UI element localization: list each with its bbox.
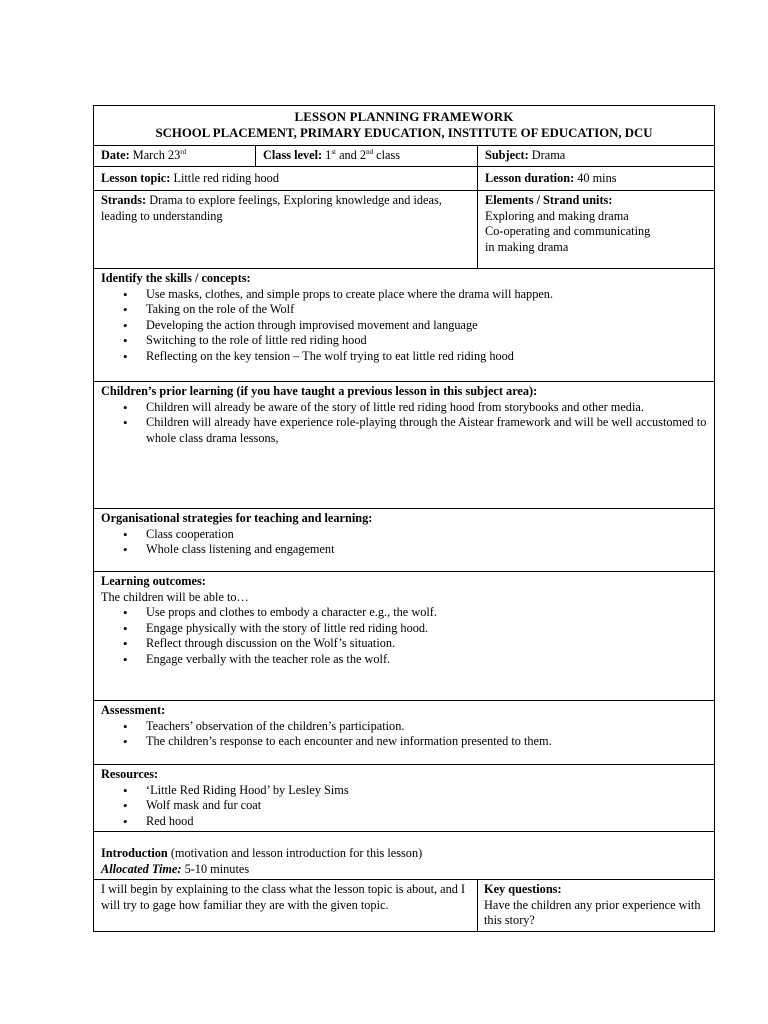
introduction-body: I will begin by explaining to the class what the lesson topic is about, and I will try to gage how familiar they are with the given topic. (101, 882, 466, 912)
strands-cell (94, 191, 478, 269)
resources-heading: Resources: (101, 767, 159, 781)
organisational-heading: Organisational strategies for teaching and learning: (101, 511, 373, 525)
elements-label: Elements / Strand units: (485, 193, 613, 207)
info-row (94, 146, 715, 167)
organisational-cell (94, 509, 715, 572)
key-questions-cell (478, 880, 715, 932)
key-questions-value: Have the children any prior experience with this story? (484, 897, 701, 927)
topic-cell (94, 166, 478, 191)
list-item: • Children will already have experience role-playing through the Aistear framework and will be well accustomed to whole class drama lessons, (146, 415, 707, 446)
list-item: • Red hood (146, 814, 707, 830)
subject-label: Subject: (485, 148, 529, 162)
prior-learning-list (101, 400, 707, 447)
list-item: • Children will already be aware of the story of little red riding hood from storybooks and other media. (146, 400, 707, 416)
outcomes-cell (94, 572, 715, 701)
date-value: March 23 (132, 148, 181, 162)
strands-label: Strands: (101, 193, 147, 207)
list-item: • Teachers’ observation of the children’s participation. (146, 719, 707, 735)
class-level-sup-1: st (331, 148, 336, 156)
list-item: • Wolf mask and fur coat (146, 798, 707, 814)
resources-cell (94, 765, 715, 832)
list-item: • Use masks, clothes, and simple props to create place where the drama will happen. (146, 287, 707, 303)
list-item: • Taking on the role of the Wolf (146, 302, 707, 318)
class-level-sup-2: nd (366, 148, 374, 156)
class-level-value-1: 1 (325, 148, 332, 162)
assessment-row (94, 701, 715, 765)
subject-cell (478, 146, 715, 167)
assessment-cell (94, 701, 715, 765)
topic-label: Lesson topic: (101, 170, 171, 185)
elements-line: in making drama (485, 239, 569, 254)
topic-row (94, 166, 715, 191)
lesson-plan-table (93, 105, 715, 932)
introduction-row (94, 832, 715, 880)
skills-heading: Identify the skills / concepts: (101, 271, 251, 285)
strands-value: Drama to explore feelings, Exploring knowledge and ideas, leading to understanding (101, 193, 442, 223)
list-item: • Whole class listening and engagement (146, 542, 707, 558)
list-item: • Reflecting on the key tension – The wolf trying to eat little red riding hood (146, 349, 707, 365)
prior-learning-row (94, 382, 715, 509)
outcomes-heading: Learning outcomes: (101, 574, 206, 588)
strands-row (94, 191, 715, 269)
skills-cell (94, 269, 715, 382)
outcomes-list (101, 605, 707, 667)
assessment-list (101, 719, 707, 750)
allocated-time-value: 5-10 minutes (184, 861, 250, 876)
title-row (94, 106, 715, 146)
date-label: Date: (101, 148, 130, 162)
duration-label: Lesson duration: (485, 170, 575, 185)
date-suffix: rd (180, 148, 187, 156)
document-subtitle: SCHOOL PLACEMENT, PRIMARY EDUCATION, INSTITUTE OF EDUCATION, DCU (155, 125, 653, 140)
list-item: • Reflect through discussion on the Wolf’s situation. (146, 636, 707, 652)
list-item: • Engage verbally with the teacher role as the wolf. (146, 652, 707, 668)
introduction-body-cell (94, 880, 478, 932)
assessment-heading: Assessment: (101, 703, 166, 717)
organisational-row (94, 509, 715, 572)
skills-row (94, 269, 715, 382)
subject-value: Drama (531, 148, 566, 162)
list-item: • Developing the action through improvised movement and language (146, 318, 707, 334)
date-cell (94, 146, 256, 167)
skills-list (101, 287, 707, 365)
introduction-heading: Introduction (101, 846, 168, 860)
prior-learning-heading: Children’s prior learning (if you have taught a previous lesson in this subject area): (101, 384, 538, 398)
duration-value: 40 mins (577, 170, 617, 185)
list-item: • Class cooperation (146, 527, 707, 543)
resources-row (94, 765, 715, 832)
list-item: • ‘Little Red Riding Hood’ by Lesley Sims (146, 783, 707, 799)
class-level-end: class (376, 148, 401, 162)
prior-learning-cell (94, 382, 715, 509)
document-title: LESSON PLANNING FRAMEWORK (294, 110, 514, 124)
elements-line: Exploring and making drama (485, 208, 629, 223)
topic-value: Little red riding hood (173, 170, 279, 185)
outcomes-row (94, 572, 715, 701)
class-level-label: Class level: (263, 148, 323, 162)
organisational-list (101, 527, 707, 558)
list-item: • Switching to the role of little red riding hood (146, 333, 707, 349)
introduction-detail-row (94, 880, 715, 932)
list-item: • Use props and clothes to embody a character e.g., the wolf. (146, 605, 707, 621)
duration-cell (478, 166, 715, 191)
class-level-mid: and 2 (339, 148, 367, 162)
introduction-cell (94, 832, 715, 880)
key-questions-label: Key questions: (484, 882, 562, 896)
list-item: • The children’s response to each encounter and new information presented to them. (146, 734, 707, 750)
outcomes-intro: The children will be able to… (101, 589, 249, 604)
elements-cell (478, 191, 715, 269)
introduction-note: (motivation and lesson introduction for this lesson) (170, 846, 423, 860)
allocated-time-label: Allocated Time: (101, 861, 182, 876)
title-cell (94, 106, 715, 146)
resources-list (101, 783, 707, 830)
elements-line: Co-operating and communicating (485, 224, 651, 238)
list-item: • Engage physically with the story of little red riding hood. (146, 621, 707, 637)
class-level-cell (256, 146, 478, 167)
